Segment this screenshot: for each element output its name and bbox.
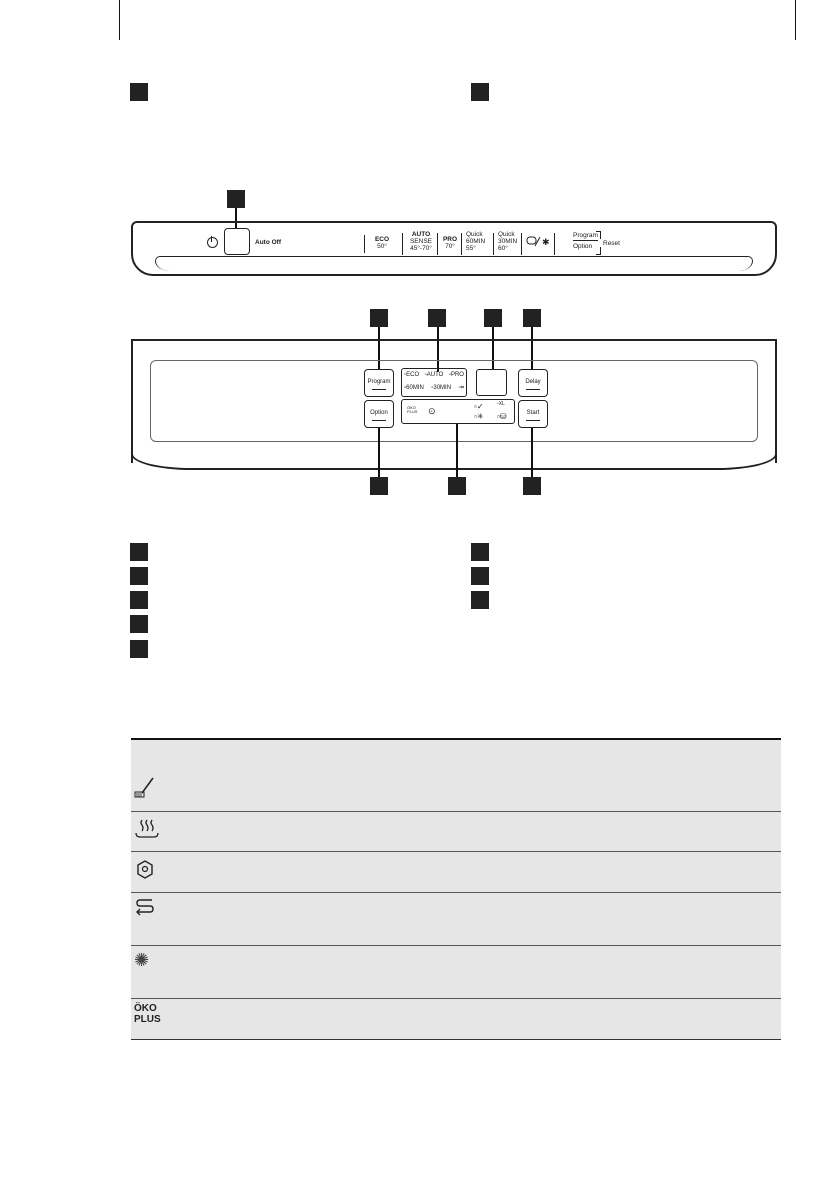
- table-row: [131, 946, 781, 999]
- legend-box: [130, 615, 148, 633]
- separator: [437, 233, 438, 255]
- program-quick60-line3: 55°: [466, 245, 476, 252]
- program-quick60-line2: 60MIN: [466, 238, 486, 245]
- program-quick30-line1: Quick: [498, 231, 515, 238]
- program-button[interactable]: [364, 369, 394, 397]
- callout-box-display: [428, 309, 446, 327]
- delay-button-underline: [526, 389, 540, 390]
- option-button[interactable]: [364, 400, 394, 428]
- power-button[interactable]: [224, 228, 250, 255]
- table-row: [131, 893, 781, 946]
- callout-box-indicators: [448, 477, 466, 495]
- bracket-bottom: [596, 247, 601, 255]
- panel-trim: [155, 256, 753, 271]
- crop-mark-left: [119, 0, 120, 40]
- separator: [364, 235, 365, 253]
- callout-leader: [531, 428, 533, 478]
- indicator-30min: ▫30MIN: [431, 385, 452, 391]
- oko-plus-icon-line1: ÖKO: [134, 1003, 157, 1014]
- legend-box: [471, 543, 489, 561]
- table-row: [131, 772, 781, 812]
- legend-box: [130, 640, 148, 658]
- callout-box-delay: [523, 309, 541, 327]
- indicator-prerinse: ▫⌗: [458, 385, 464, 391]
- program-auto-line2: SENSE: [409, 238, 433, 245]
- program-auto-line1: AUTO: [411, 231, 431, 238]
- oko-top-text: ÖKO: [407, 405, 416, 410]
- callout-leader: [378, 428, 380, 478]
- delay-button[interactable]: [518, 369, 548, 397]
- drying-icon: [134, 818, 160, 840]
- program-option-reset-group: [573, 232, 598, 250]
- rinse-aid-refill-icon: [134, 897, 156, 921]
- program-quick30-line2: 30MIN: [498, 238, 518, 245]
- indicator-60min: ▫60MIN: [404, 385, 424, 391]
- sparkle-indicator: ▫✳: [474, 412, 484, 421]
- power-icon: [207, 237, 218, 248]
- option-indicators: [401, 399, 515, 424]
- auto-off-label: Auto Off: [255, 239, 281, 246]
- reset-label: Reset: [603, 240, 620, 247]
- indicator-pro: ▫PRO: [448, 372, 464, 378]
- separator: [402, 233, 403, 255]
- program-eco-line1: ECO: [374, 236, 390, 243]
- start-button-label: Start: [526, 410, 540, 416]
- callout-box-panel-top: [227, 190, 245, 208]
- crop-mark-right: [795, 0, 796, 40]
- program-quick60-line1: Quick: [466, 231, 483, 238]
- power-icon-bar: [211, 236, 212, 242]
- program-quick-60[interactable]: [466, 231, 492, 252]
- indicator-row-1: [404, 372, 464, 378]
- callout-box-start: [523, 477, 541, 495]
- separator: [554, 233, 555, 255]
- oko-plus-indicator: [407, 406, 417, 414]
- callout-box-program: [370, 309, 388, 327]
- indicator-eco: ▫ECO: [404, 372, 420, 378]
- callout-box-option: [370, 477, 388, 495]
- indicator-auto: ▫AUTO: [424, 372, 444, 378]
- separator: [521, 233, 522, 255]
- option-button-label: Option: [370, 410, 388, 416]
- time-display: [476, 369, 507, 396]
- extra-hygiene-icon: ⊙: [428, 406, 436, 416]
- program-auto-line3: 45°-70°: [410, 245, 432, 252]
- control-panel-curve: [131, 450, 777, 470]
- indicator-table-header: [131, 738, 781, 774]
- separator: [493, 233, 494, 255]
- delay-button-label: Delay: [525, 379, 541, 385]
- bracket-top: [596, 231, 601, 239]
- svg-text:✱: ✱: [542, 238, 550, 248]
- callout-box: [130, 83, 148, 101]
- program-indicators: [401, 368, 467, 397]
- separator: [461, 233, 462, 255]
- oko-plus-icon: [134, 1003, 161, 1025]
- salt-indicator: ▫⛁: [497, 412, 507, 421]
- program-eco[interactable]: [372, 236, 392, 250]
- legend-box: [130, 543, 148, 561]
- tablet-icon: [134, 858, 156, 882]
- callout-box: [471, 83, 489, 101]
- program-pro-line1: PRO: [442, 236, 458, 243]
- start-button[interactable]: [518, 400, 548, 428]
- rinse-aid-indicator: ▫✓: [474, 402, 484, 411]
- table-row: [131, 852, 781, 893]
- brush-icon: [134, 776, 156, 800]
- option-label: Option: [573, 243, 593, 250]
- xl-indicator: ▫XL: [497, 401, 505, 407]
- table-row: [131, 812, 781, 852]
- oko-bottom-text: PLUS: [407, 409, 418, 414]
- pre-rinse-icon: [525, 234, 551, 248]
- program-eco-line2: 50°: [377, 243, 387, 250]
- legend-box: [130, 591, 148, 609]
- program-quick30-line3: 60°: [498, 245, 508, 252]
- option-button-underline: [372, 420, 386, 421]
- program-pro-line2: 70°: [445, 243, 455, 250]
- program-auto-sense[interactable]: [406, 231, 436, 252]
- start-button-underline: [526, 420, 540, 421]
- table-row: [131, 999, 781, 1040]
- legend-box: [471, 567, 489, 585]
- program-pro[interactable]: [441, 236, 459, 250]
- legend-box: [471, 591, 489, 609]
- program-button-underline: [372, 389, 386, 390]
- callout-leader: [456, 424, 458, 478]
- program-label: Program: [573, 232, 598, 239]
- callout-box-timer: [484, 309, 502, 327]
- indicator-row-2: [404, 385, 464, 392]
- oko-plus-icon-line2: PLUS: [134, 1014, 161, 1025]
- legend-box: [130, 567, 148, 585]
- program-button-label: Program: [367, 379, 391, 385]
- sparkle-icon: ✺: [134, 950, 150, 971]
